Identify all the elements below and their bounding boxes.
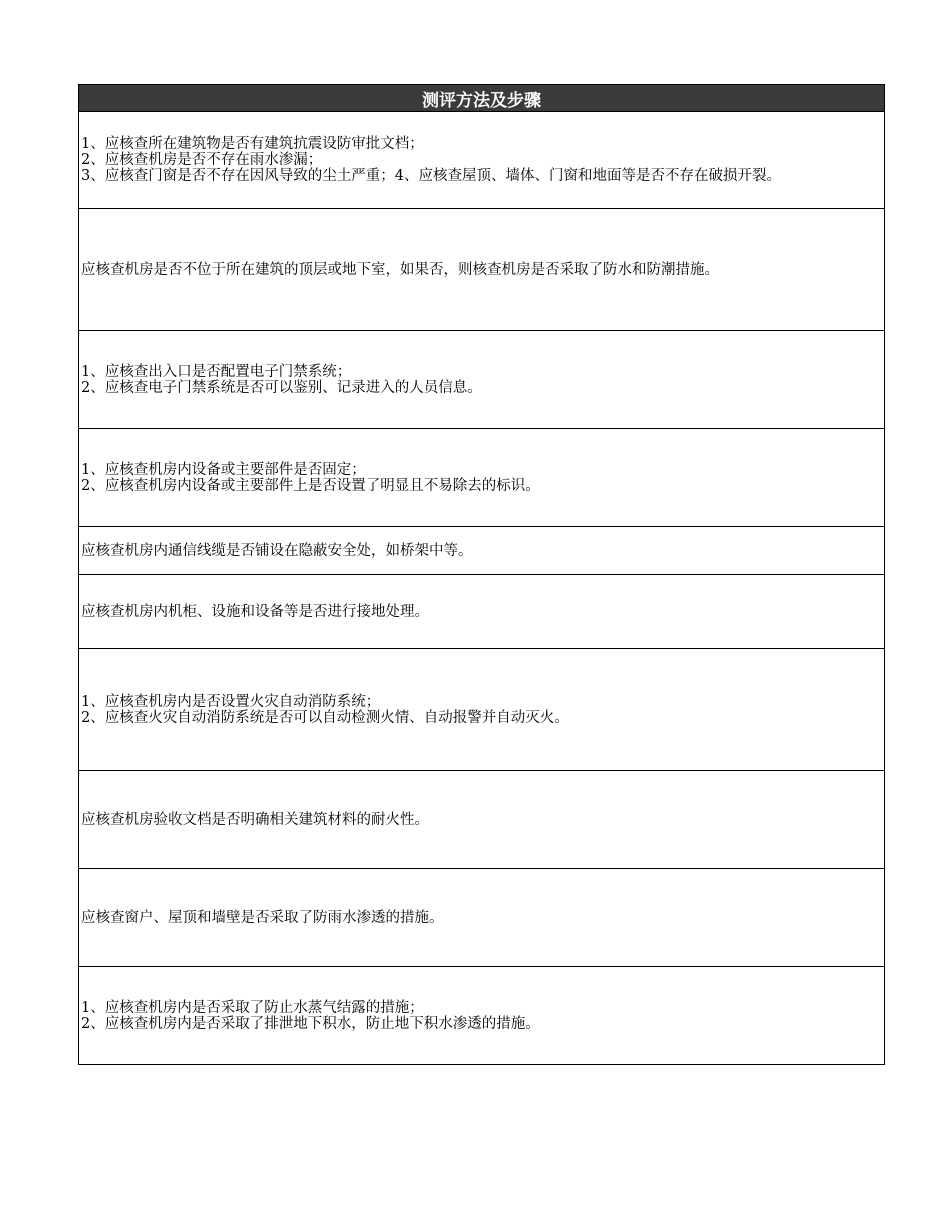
table-row [79,209,885,331]
table-row [79,869,885,967]
cell-line: 2、应核查电子门禁系统是否可以鉴别、记录进入的人员信息。 [81,379,482,396]
table-cell [79,869,885,967]
table-row [79,967,885,1065]
cell-line: 2、应核查火灾自动消防系统是否可以自动检测火情、自动报警并自动灭火。 [81,709,569,726]
cell-line: 2、应核查机房内是否采取了排泄地下积水，防止地下积水渗透的措施。 [81,1015,540,1032]
cell-line: 1、应核查机房内是否采取了防止水蒸气结露的措施； [81,999,424,1016]
table-cell [79,331,885,429]
cell-line: 应核查机房内通信线缆是否铺设在隐蔽安全处，如桥架中等。 [81,542,473,559]
table-row [79,771,885,869]
cell-line: 应核查窗户、屋顶和墙壁是否采取了防雨水渗透的措施。 [81,909,444,926]
cell-line: 1、应核查机房内设备或主要部件是否固定； [81,461,366,478]
cell-line: 1、应核查所在建筑物是否有建筑抗震设防审批文档； [81,136,424,152]
cell-line: 应核查机房内机柜、设施和设备等是否进行接地处理。 [81,603,429,620]
cell-line: 2、应核查机房是否不存在雨水渗漏； [81,152,323,168]
cell-line: 1、应核查出入口是否配置电子门禁系统； [81,363,352,380]
cell-line: 应核查机房是否不位于所在建筑的顶层或地下室，如果否，则核查机房是否采取了防水和防潮措施。 [81,261,719,278]
table-cell [79,527,885,575]
cell-line: 2、应核查机房内设备或主要部件上是否设置了明显且不易除去的标识。 [81,477,540,494]
cell-line: 应核查机房验收文档是否明确相关建筑材料的耐火性。 [81,811,429,828]
column-header-title: 测评方法及步骤 [79,85,885,112]
table-cell [79,967,885,1065]
table-header-row [79,85,885,112]
table-cell [79,771,885,869]
table-cell [79,429,885,527]
table-row [79,575,885,649]
table-cell [79,209,885,331]
cell-line: 1、应核查机房内是否设置火灾自动消防系统； [81,693,381,710]
table-row [79,429,885,527]
table-row [79,112,885,209]
table-row [79,649,885,771]
table-cell [79,575,885,649]
table-row [79,331,885,429]
table-row [79,527,885,575]
table-cell [79,649,885,771]
table-cell [79,112,885,209]
cell-line: 3、应核查门窗是否不存在因风导致的尘土严重；4、应核查屋顶、墙体、门窗和地面等是否不存在破损开裂。 [81,168,781,184]
evaluation-steps-table [78,84,885,1065]
